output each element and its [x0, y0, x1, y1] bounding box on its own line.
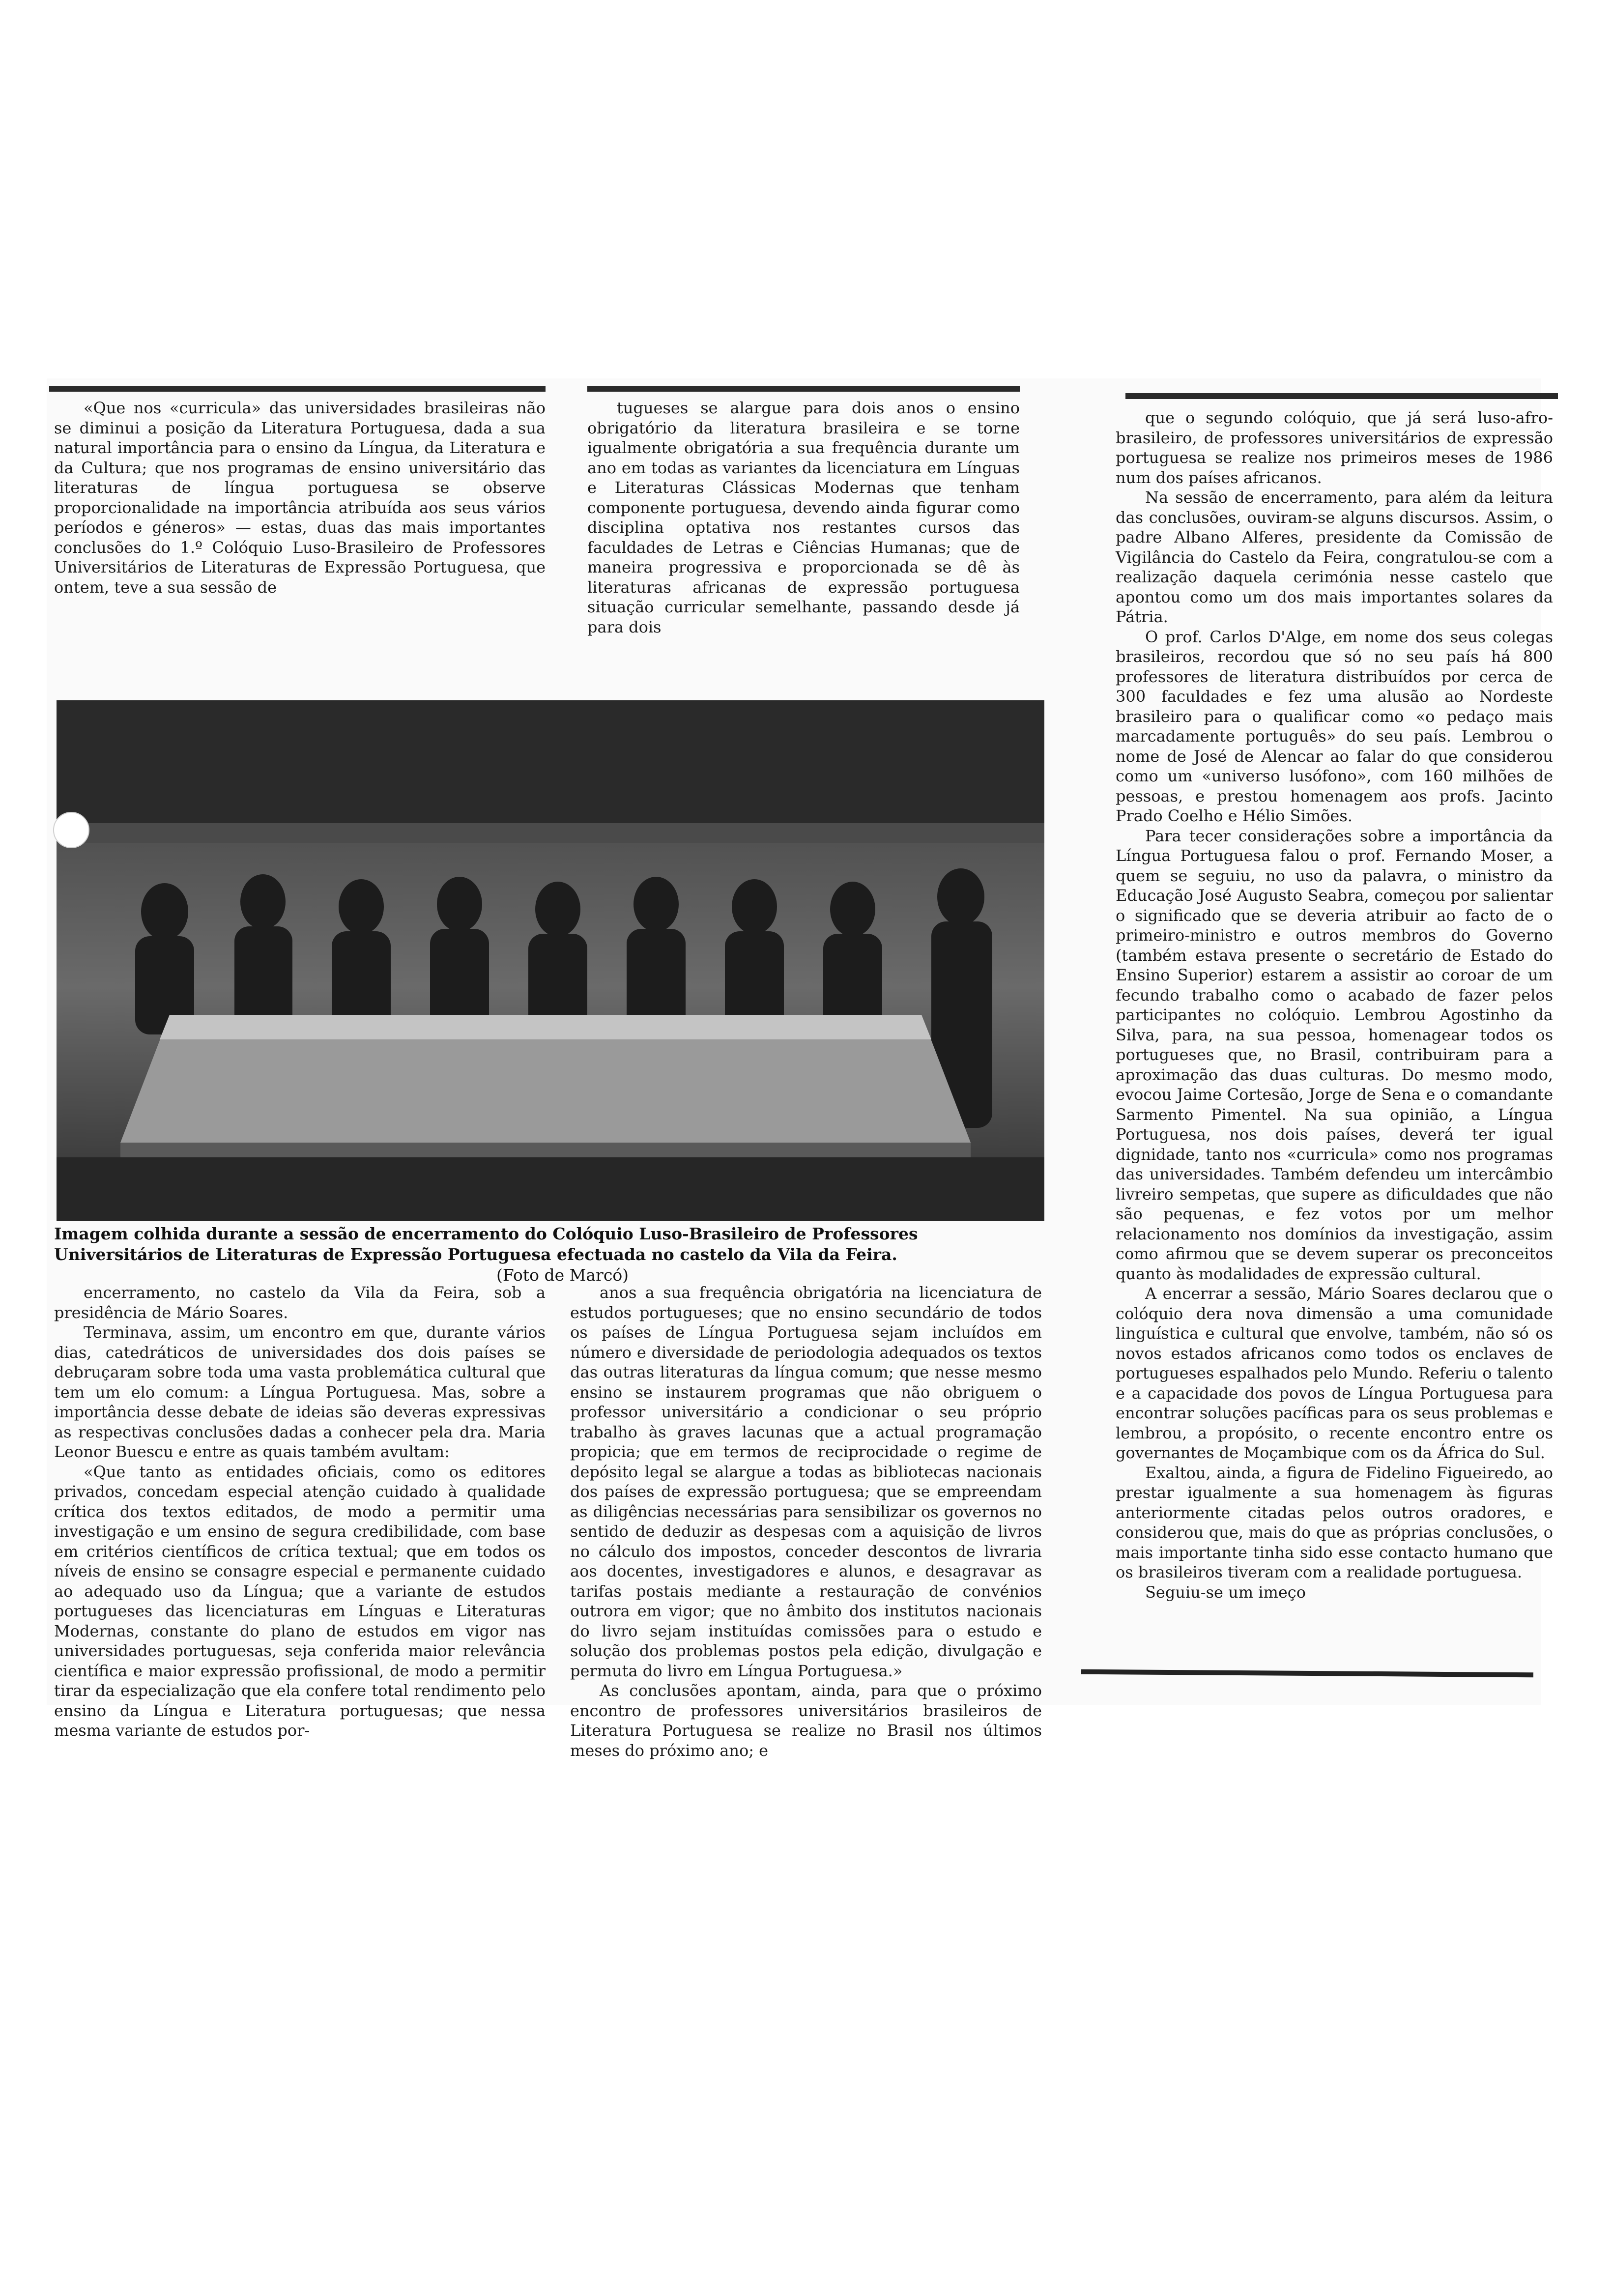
news-photo — [57, 700, 1044, 1221]
header-rule — [49, 386, 546, 392]
header-rule — [587, 386, 1020, 392]
column-2-bottom — [570, 1283, 1042, 1760]
header-rule — [1125, 393, 1558, 399]
paragraph: As conclusões apontam, ainda, para que o próximo encontro de professores universitários brasileiros de Literatura Portuguesa se realize no Brasil nos últimos meses do próximo ano; e — [570, 1681, 1042, 1760]
paragraph: que o segundo colóquio, que já será luso-afro-brasileiro, de professores universitários de expressão portuguesa se realize nos primeiros meses de 1986 num dos países africanos. — [1116, 408, 1553, 487]
paragraph: O prof. Carlos D'Alge, em nome dos seus colegas brasileiros, recordou que só no seu país há 800 professores de literatura distribuídos por cerca de 300 faculdades e fez uma alusão ao Nordeste brasileiro para o qualificar como «o pedaço mais marcadamente português» do seu país. Lembrou o nome de José de Alencar ao falar do que considerou como um «universo lusófono», com 160 milhões de pessoas, e prestou homenagem aos profs. Jacinto Prado Coelho e Hélio Simões. — [1116, 627, 1553, 825]
paragraph: tugueses se alargue para dois anos o ensino obrigatório da literatura brasileira e se torne igualmente obrigatória a sua frequência durante um ano em todas as variantes da licenciatura em Línguas e Literaturas Clássicas Modernas que tenham componente portuguesa, devendo ainda figurar como disciplina optativa nos restantes cursos das faculdades de Letras e Ciências Humanas; que de maneira progressiva e proporcionada se dê às literaturas africanas de expressão portuguesa situação curricular semelhante, passando desde já para dois — [587, 399, 1020, 636]
punch-hole — [53, 812, 89, 848]
paragraph: «Que tanto as entidades oficiais, como os editores privados, concedam especial atenção cuidado à qualidade crítica dos textos editados, de modo a permitir uma investigação e um ensino de segura credibilidade, com base em critérios científicos de crítica textual; que em todos os níveis de ensino se consagre especial e permanente cuidado ao adequado uso da Língua; que a variante de estudos portugueses das licenciaturas em Línguas e Literaturas Modernas, constante do plano de estudos em vigor nas universidades portuguesas, seja conferida maior relevância científica e maior expressão profissional, de modo a permitir tirar da especialização que ela confere total rendimento pelo ensino da Língua e Literatura portuguesas; que nessa mesma variante de estudos por- — [54, 1462, 546, 1740]
paragraph: «Que nos «curricula» das universidades brasileiras não se diminui a posição da Literatura Portuguesa, dada a sua natural importância para o ensino da Língua, da Literatura e da Cultura; que nos programas de ensino universitário das literaturas de língua portuguesa se observe proporcionalidade na importância atribuída aos seus vários períodos e géneros» — estas, duas das mais importantes conclusões do 1.º Colóquio Luso-Brasileiro de Professores Universitários de Literaturas de Expressão Portuguesa, que ontem, teve a sua sessão de — [54, 399, 546, 597]
column-1-top — [54, 398, 546, 698]
paragraph: Seguiu-se um imeço — [1145, 1582, 1306, 1602]
paragraph: Exaltou, ainda, a figura de Fidelino Figueiredo, ao prestar igualmente a sua homenagem às figuras anteriormente citadas pelos outros oradores, e considerou que, mais do que as próprias conclusões, o mais importante tinha sido esse contacto humano que os brasileiros tiveram com a realidade portuguesa. — [1116, 1463, 1553, 1581]
paragraph: Terminava, assim, um encontro em que, durante vários dias, catedráticos de universidades dos dois países se debruçaram sobre toda uma vasta problemática cultural que tem um elo comum: a Língua Portuguesa. Mas, sobre a importância desse debate de ideias são deveras expressivas as respectivas conclusões dadas a conhecer pela dra. Maria Leonor Buescu e entre as quais também avultam: — [54, 1323, 546, 1461]
column-1-bottom — [54, 1283, 546, 1740]
paragraph: Na sessão de encerramento, para além da leitura das conclusões, ouviram-se alguns discursos. Assim, o padre Albano Alferes, presidente da Comissão de Vigilância do Castelo da Feira, congratulou-se com a realização daquela cerimónia nesse castelo que apontou como um dos mais importantes solares da Pátria. — [1116, 488, 1553, 626]
column-2-top — [587, 398, 1020, 698]
paragraph: A encerrar a sessão, Mário Soares declarou que o colóquio dera nova dimensão a uma comunidade linguística e cultural que envolve, também, não só os novos estados africanos como todos os enclaves de portugueses espalhados pelo Mundo. Referiu o talento e a capacidade dos povos de Língua Portuguesa para encontrar soluções pacíficas para os seus problemas e lembrou, a propósito, o recente encontro entre os governantes de Moçambique com os da África do Sul. — [1116, 1284, 1553, 1462]
column-3 — [1116, 408, 1553, 1666]
photo-credit: (Foto de Marcó) — [496, 1265, 629, 1285]
photo-illustration — [57, 700, 1044, 1221]
paragraph: anos a sua frequência obrigatória na licenciatura de estudos portugueses; que no ensino secundário de todos os países de Língua Portuguesa sejam incluídos em número e diversidade de periodologia adequados os textos das outras literaturas da língua comum; que nesse mesmo ensino se instaurem programas que não obriguem o professor universitário a condicionar o seu próprio trabalho às graves lacunas que a actual programação propicia; que em termos de reciprocidade o regime de depósito legal se alargue a todas as bibliotecas nacionais dos países de expressão portuguesa; que se empreendam as diligências necessárias para sensibilizar os governos no sentido de deduzir as despesas com a aquisição de livros no cálculo dos impostos, conceder descontos de livraria aos docentes, investigadores e alunos, e desagravar as tarifas postais mediante a restauração de convénios outrora em vigor; que no âmbito dos institutos nacionais do livro sejam instituídas comissões para o estudo e solução dos problemas postos pela edição, divulgação e permuta do livro em Língua Portuguesa.» — [570, 1283, 1042, 1680]
paragraph: Para tecer considerações sobre a importância da Língua Portuguesa falou o prof. Fernando Moser, a quem se seguiu, no uso da palavra, o ministro da Educação José Augusto Seabra, começou por salientar o significado que se deveria atribuir ao facto de o primeiro-ministro e outros membros do Governo (também estava presente o secretário de Estado do Ensino Superior) estarem a assistir ao coroar de um fecundo trabalho como o acabado de fazer pelos participantes no colóquio. Lembrou Agostinho da Silva, para, na sua pessoa, homenagear todos os portugueses que, no Brasil, contribuiram para a aproximação das duas culturas. Do mesmo modo, evocou Jaime Cortesão, Jorge de Sena e o comandante Sarmento Pimentel. Na sua opinião, a Língua Portuguesa, nos dois países, deverá ter igual dignidade, tanto nos «curricula» como nos programas das universidades. Também defendeu um intercâmbio livreiro sempetas, que supere as dificuldades que não são pequenas, e fez votos por um melhor relacionamento nos domínios da investigação, assim como afirmou que se devem superar os preconceitos quanto às modalidades de expressão cultural. — [1116, 826, 1553, 1283]
caption-text: Imagem colhida durante a sessão de encerramento do Colóquio Luso-Brasileiro de Professores Universitários de Literaturas de Expressão Portuguesa efectuada no castelo da Vila da Feira. — [54, 1224, 918, 1264]
paragraph: encerramento, no castelo da Vila da Feira, sob a presidência de Mário Soares. — [54, 1283, 546, 1322]
photo-caption — [54, 1224, 1047, 1286]
